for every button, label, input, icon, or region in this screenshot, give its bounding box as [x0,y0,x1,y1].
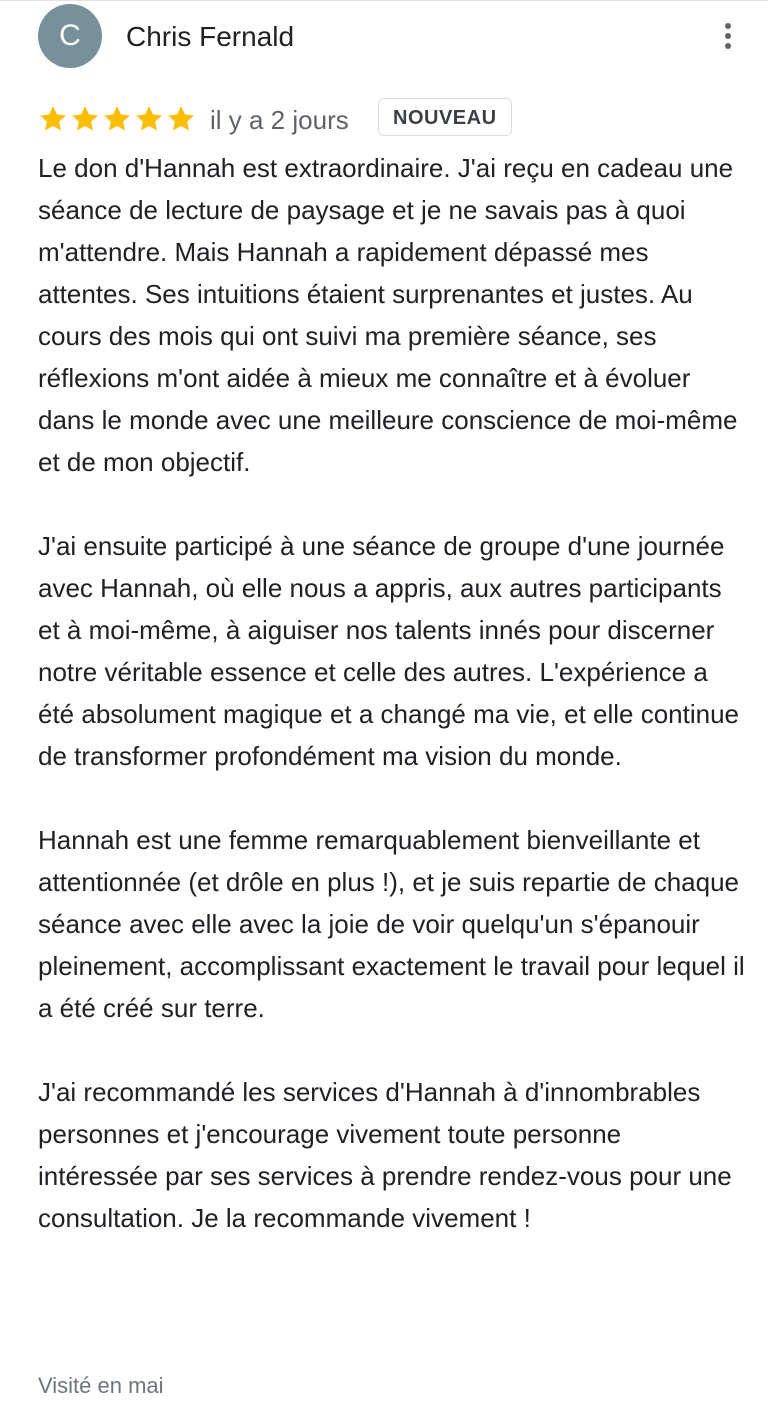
author-name[interactable]: Chris Fernald [126,21,295,52]
new-badge: NOUVEAU [378,98,512,136]
star-icon [166,104,196,134]
more-options-button[interactable] [712,20,744,52]
star-icon [38,104,68,134]
star-icon [102,104,132,134]
review-header [38,4,738,68]
review-paragraph: Le don d'Hannah est extraordinaire. J'ai reçu en cadeau une séance de lecture de paysage et je ne savais pas à quoi m'attendre. Mais Hannah a rapidement dépassé mes attentes. Ses intuitions étaient surprenantes et justes. Au cours des mois qui ont suivi ma première séance, ses réflexions m'ont aidée à mieux me connaître et à évoluer dans le monde avec une meilleure conscience de moi-même et de mon objectif. [38,153,738,477]
star-icon [70,104,100,134]
star-rating [38,104,196,136]
review-paragraph: J'ai recommandé les services d'Hannah à d'innombrables personnes et j'encourage vivement toute personne intéressée par ses services à prendre rendez-vous pour une consultation. Je la recommande vivement ! [38,1077,732,1233]
visit-info: Visité en mai [38,1373,164,1398]
review-paragraph: Hannah est une femme remarquablement bienveillante et attentionnée (et drôle en plus !), et je suis repartie de chaque séance avec elle avec la joie de voir quelqu'un s'épanouir pleinement, accomplissant exactement le travail pour lequel il a été créé sur terre. [38,825,745,1023]
review-meta [38,98,738,142]
avatar[interactable]: C [38,4,102,68]
review-date: il y a 2 jours [210,105,349,135]
more-vert-icon [724,22,732,50]
star-icon [134,104,164,134]
review-paragraph: J'ai ensuite participé à une séance de groupe d'une journée avec Hannah, où elle nous a appris, aux autres participants et à moi-même, à aiguiser nos talents innés pour discerner notre véritable essence et celle des autres. L'expérience a été absolument magique et a changé ma vie, et elle continue de transformer profondément ma vision du monde. [38,531,740,771]
review-text [38,147,748,1239]
